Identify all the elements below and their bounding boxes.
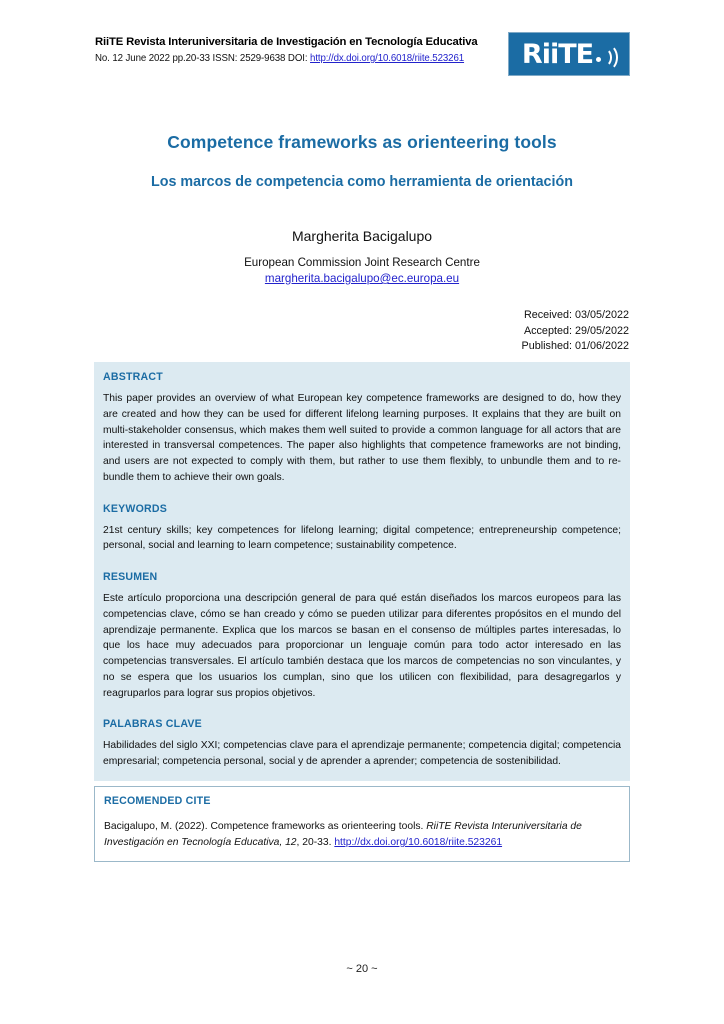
abstract-text: This paper provides an overview of what European key competence frameworks are designed to do, how they are created and how they can be used for different lifelong learning purposes. It explains that they are built on multi-stakeholder consensus, which makes them well suited to provide a common language for all actors that are interested in transversal competences. The paper also highlights that competence frameworks are not binding, and users are not expected to comply with them, but rather to use them flexibly, to unbundle them and to re-bundle them to achieve their own goals. bbox=[103, 393, 621, 483]
page-number: ~ 20 ~ bbox=[346, 963, 378, 975]
author-email bbox=[62, 272, 662, 285]
author-block bbox=[62, 228, 662, 285]
palabras-clave-heading: PALABRAS CLAVE bbox=[103, 718, 202, 731]
masthead-text bbox=[95, 36, 485, 64]
publication-dates bbox=[522, 308, 629, 355]
page-footer bbox=[0, 963, 724, 975]
date-received: Received: 03/05/2022 bbox=[523, 309, 629, 321]
masthead bbox=[95, 36, 630, 86]
cite-part-one: Bacigalupo, M. (2022). Competence frameworks as orienteering tools. bbox=[104, 821, 427, 832]
abstract-panel bbox=[94, 362, 630, 781]
cite-doi-link[interactable]: http://dx.doi.org/10.6018/riite.523261 bbox=[334, 836, 503, 848]
journal-issue-line bbox=[95, 53, 485, 64]
recommended-cite-heading: RECOMENDED CITE bbox=[104, 795, 211, 807]
author-name: Margherita Bacigalupo bbox=[291, 228, 433, 244]
recommended-cite-text bbox=[104, 819, 620, 851]
abstract-heading: ABSTRACT bbox=[103, 371, 163, 383]
keywords-text: 21st century skills; key competences for lifelong learning; digital competence; entrepreneurship competence; personal, social and learning to learn competence; sustainability competence. bbox=[103, 524, 621, 552]
author-affiliation: European Commission Joint Research Centre bbox=[244, 256, 480, 269]
keywords-heading: KEYWORDS bbox=[103, 502, 167, 515]
page-title: Competence frameworks as orienteering tools bbox=[167, 132, 557, 152]
palabras-clave-text: Habilidades del siglo XXI; competencias clave para el aprendizaje permanente; competencia digital; competencia empresarial; competencia personal, social y de aprender a aprender; competencia de sostenibilidad. bbox=[103, 740, 621, 767]
date-published: Published: 01/06/2022 bbox=[521, 340, 629, 353]
resumen-heading: RESUMEN bbox=[103, 571, 158, 583]
riite-logo bbox=[508, 32, 630, 76]
issue-doi-link[interactable]: http://dx.doi.org/10.6018/riite.523261 bbox=[310, 53, 465, 64]
wifi-signal-icon bbox=[596, 41, 616, 67]
title-block bbox=[62, 132, 662, 190]
logo-wordmark: RiiTE bbox=[521, 38, 594, 70]
recommended-cite-box bbox=[94, 786, 630, 862]
date-accepted: Accepted: 29/05/2022 bbox=[523, 324, 629, 337]
resumen-text: Este artículo proporciona una descripción general de para qué están diseñados los marcos europeos para las competencias clave, cómo se han creado y cómo se pueden utilizar para diferentes propósitos en el mundo del aprendizaje permanente. Explica que los marcos se basan en el consenso de múltiples partes interesadas, lo que los hace muy adecuados para proporcionar un lenguaje común para todo actor interesado en las competencias transversales. El artículo también destaca que los marcos de competencias no son vinculantes, y no se espera que los usuarios los cumplan, sino que los utilicen con flexibilidad, para desagregarlos y reagruparlos para lograr sus propios objetivos. bbox=[103, 593, 621, 699]
journal-title: RiiTE Revista Interuniversitaria de Investigación en Tecnología Educativa bbox=[95, 36, 478, 48]
issue-line-prefix: No. 12 June 2022 pp.20-33 ISSN: 2529-9638 DOI: bbox=[95, 53, 311, 64]
cite-part-two: , 20-33. bbox=[296, 836, 335, 848]
author-email-link[interactable]: margherita.bacigalupo@ec.europa.eu bbox=[264, 272, 460, 285]
cite-journal-italic: RiiTE Revista Interuniversitaria de Investigación en Tecnología Educativa, 12 bbox=[104, 821, 582, 848]
page-subtitle: Los marcos de competencia como herramienta de orientación bbox=[151, 174, 573, 190]
